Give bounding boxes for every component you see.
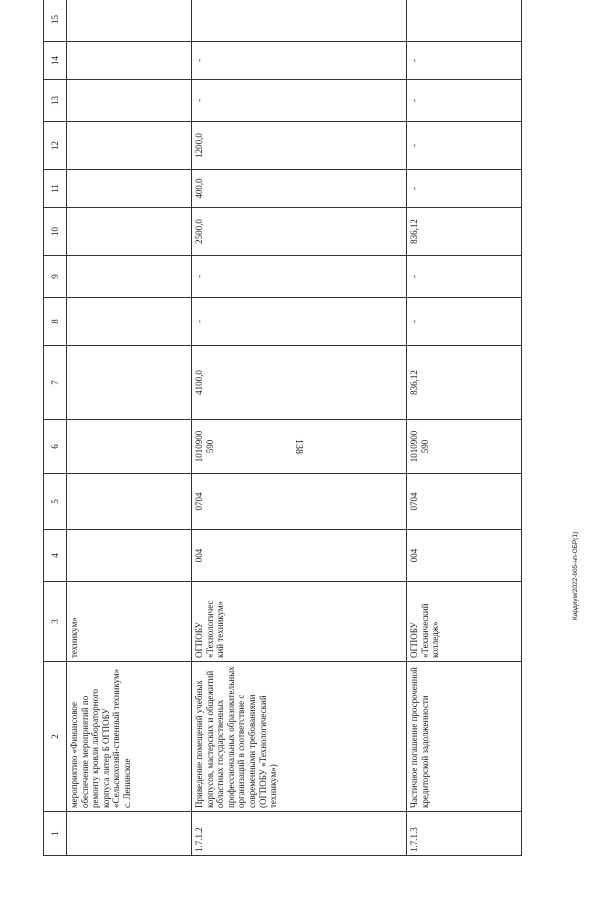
cell-target-article: 1010900 590: [407, 420, 522, 474]
budget-table: [43, 0, 522, 856]
header-cell: 15: [44, 0, 67, 42]
cell-amount: -: [192, 80, 407, 122]
header-cell: 3: [44, 582, 67, 662]
cell: [67, 346, 192, 420]
cell-amount: -: [407, 42, 522, 80]
cell-executor: техникум»: [67, 582, 192, 662]
header-cell: 8: [44, 298, 67, 346]
cell-amount: -: [407, 122, 522, 170]
cell-amount: -: [192, 42, 407, 80]
cell: [67, 474, 192, 530]
table-row: [192, 0, 407, 856]
cell-amount: 2500,0: [192, 208, 407, 256]
cell: [67, 208, 192, 256]
cell: [67, 0, 192, 42]
cell-amount-total: 4100,0: [192, 346, 407, 420]
header-cell: 1: [44, 812, 67, 856]
header-cell: 4: [44, 530, 67, 582]
cell-executor: ОГПОБУ «Технологичес кий техникум»: [192, 582, 407, 662]
cell-item-number: [67, 812, 192, 856]
table-row: [67, 0, 192, 856]
cell-amount: -: [407, 80, 522, 122]
page-number: 138: [293, 439, 304, 454]
cell-item-number: 1.7.1.2: [192, 812, 407, 856]
cell-amount: -: [192, 256, 407, 298]
cell-description: Частичное погашение просроченной кредиторской задолженности: [407, 662, 522, 812]
cell-description: Приведение помещений учебных корпусов, мастерских и общежитий областных государственных профессиональных образовательных организаций в соответствие с современными требованиями (ОГПОБУ «Технологический техникум»): [192, 662, 407, 812]
header-cell: 14: [44, 42, 67, 80]
cell-section: 0704: [407, 474, 522, 530]
table-row: [407, 0, 522, 856]
cell: [67, 530, 192, 582]
cell-description: мероприятию «Финансовое обеспечение мероприятий по ремонту кровли лабораторного корпуса литер Б ОГПОБУ «Сельскохозяй-ственный техникум» с. Ленинское: [67, 662, 192, 812]
cell-amount: -: [192, 298, 407, 346]
cell: [67, 256, 192, 298]
cell-section: 0704: [192, 474, 407, 530]
cell: [67, 298, 192, 346]
header-cell: 10: [44, 208, 67, 256]
cell-amount: [407, 0, 522, 42]
cell-amount: -: [407, 298, 522, 346]
header-cell: 11: [44, 170, 67, 208]
cell-code: 004: [192, 530, 407, 582]
header-cell: 7: [44, 346, 67, 420]
cell-amount: [192, 0, 407, 42]
cell-amount: -: [407, 170, 522, 208]
header-cell: 6: [44, 420, 67, 474]
cell-amount: 836,12: [407, 208, 522, 256]
cell-item-number: 1.7.1.3: [407, 812, 522, 856]
header-cell: 13: [44, 80, 67, 122]
cell-amount: 400,0: [192, 170, 407, 208]
header-cell: 12: [44, 122, 67, 170]
table-frame: [43, 15, 511, 856]
cell: [67, 170, 192, 208]
header-cell: 2: [44, 662, 67, 812]
cell-amount: 1200,0: [192, 122, 407, 170]
rotated-table-container: [43, 15, 511, 856]
cell-amount-total: 836,12: [407, 346, 522, 420]
cell: [67, 420, 192, 474]
cell-amount: -: [407, 256, 522, 298]
header-row: [44, 0, 67, 856]
cell: [67, 42, 192, 80]
cell: [67, 80, 192, 122]
cell-code: 004: [407, 530, 522, 582]
cell-target-article: 1010900 590: [192, 420, 407, 474]
header-cell: 5: [44, 474, 67, 530]
cell-executor: ОГПОБУ «Технический колледж»: [407, 582, 522, 662]
header-cell: 9: [44, 256, 67, 298]
side-note: Кардиум/2022-605-нп-ОБР(1): [572, 531, 579, 620]
cell: [67, 122, 192, 170]
